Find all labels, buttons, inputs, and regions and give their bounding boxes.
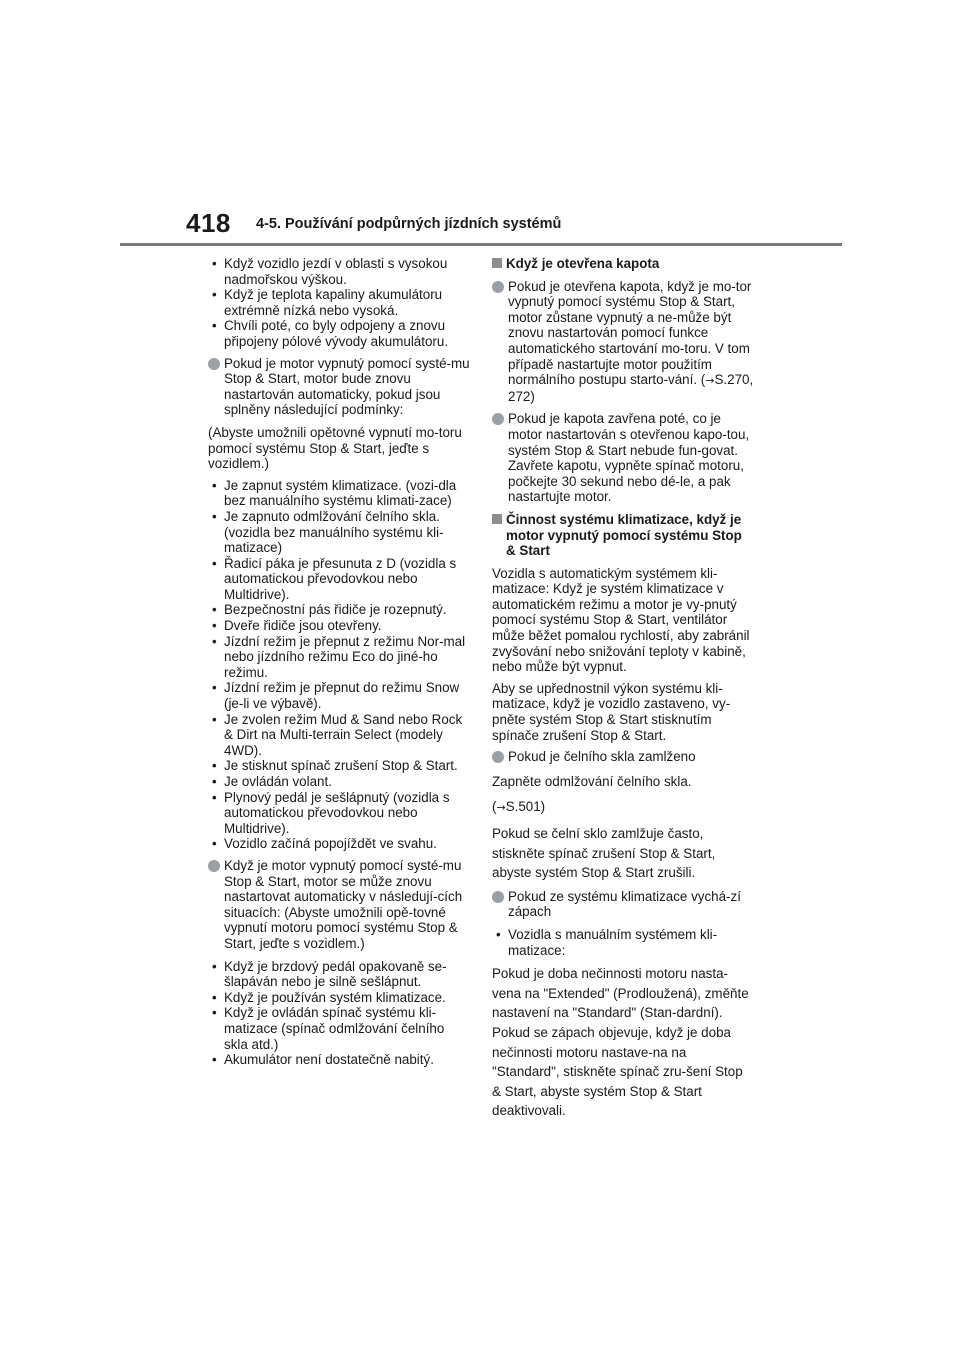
section-title: 4-5. Používání podpůrných jízdních systémů	[256, 216, 562, 232]
list-item: • Akumulátor není dostatečně nabitý.	[208, 1052, 470, 1068]
bullet-list-mid	[208, 478, 470, 852]
circle-item-text: Pokud je čelního skla zamlženo	[508, 749, 696, 765]
section-heading	[492, 256, 754, 272]
list-item: • Dveře řidiče jsou otevřeny.	[208, 618, 470, 634]
list-item: • Když vozidlo jezdí v oblasti s vysokou nadmořskou výškou.	[208, 256, 470, 287]
circle-item	[492, 279, 754, 405]
paragraph: Aby se upřednostnil výkon systému kli-matizace, když je vozidlo zastaveno, vy-pněte systém Stop & Start stisknutím spínače zrušení Stop & Start.	[492, 680, 731, 743]
paragraph: Vozidla s automatickým systémem kli-matizace: Když je systém klimatizace v automatickém režimu a motor je vy-pnutý pomocí systému Stop & Start, ventilátor může běžet pomalou rychlostí, aby zabránil zvyšování nebo snižování teploty v kabině, nebo může být vypnut.	[492, 565, 750, 675]
list-item: • Když je ovládán spínač systému kli-matizace (spínač odmlžování čelního skla atd.)	[208, 1005, 470, 1052]
section-heading-text: Činnost systému klimatizace, když je motor vypnutý pomocí systému Stop & Start	[506, 511, 742, 559]
left-column	[208, 256, 470, 1074]
list-item: • Je ovládán volant.	[208, 774, 470, 790]
list-item: • Je stisknut spínač zrušení Stop & Start.	[208, 758, 470, 774]
list-item: • Vozidla s manuálním systémem kli-matizace:	[492, 927, 754, 958]
circle-item	[492, 749, 754, 765]
list-item: • Chvíli poté, co byly odpojeny a znovu připojeny pólové vývody akumulátoru.	[208, 318, 470, 349]
circle-item	[492, 411, 754, 505]
list-item: • Jízdní režim je přepnut z režimu Nor-mal nebo jízdního režimu Eco do jiné-ho režimu.	[208, 634, 470, 681]
circle-item-text: Když je motor vypnutý pomocí systé-mu Stop & Start, motor se může znovu nastartovat automaticky v následují-cích situacích: (Abyste umožnili opě-tovné vypnutí motoru pomocí systému Stop & Start, jeďte s vozidlem.)	[224, 857, 463, 951]
list-item: • Když je brzdový pedál opakovaně se-šlapáván nebo je silně sešlápnut.	[208, 959, 470, 990]
page-reference: S.270, 272)	[508, 372, 754, 404]
circle-item-text: Pokud ze systému klimatizace vychá-zí zápach	[508, 888, 741, 920]
square-bullet-icon	[492, 258, 502, 268]
list-item: • Je zapnut systém klimatizace. (vozi-dla bez manuálního systému klimati-zace)	[208, 478, 470, 509]
page-reference-line: (→S.501)	[492, 799, 546, 815]
circle-bullet-icon	[208, 358, 220, 370]
circle-item	[208, 356, 470, 418]
section-heading	[492, 512, 754, 559]
circle-bullet-icon	[492, 891, 504, 903]
paragraph: (Abyste umožnili opětovné vypnutí mo-toru pomocí systému Stop & Start, jeďte s vozidlem.)	[208, 424, 462, 472]
list-item: • Je zapnuto odmlžování čelního skla. (vozidla bez manuálního systému kli-matizace)	[208, 509, 470, 556]
circle-item-text: Pokud je otevřena kapota, když je mo-tor vypnutý pomocí systému Stop & Start, motor zůstane vypnutý a ne-může být znovu nastartován pomocí funkce automatického startování mo-toru. V tom případě nastartujte motor použitím normálního postupu starto-vání. (	[508, 278, 752, 388]
paragraph: Zapněte odmlžování čelního skla.	[492, 773, 692, 789]
bullet-list	[492, 927, 754, 958]
bullet-list-bottom	[208, 959, 470, 1068]
list-item: • Bezpečnostní pás řidiče je rozepnutý.	[208, 602, 470, 618]
paragraph: Pokud se čelní sklo zamlžuje často, stiskněte spínač zrušení Stop & Start, abyste systém Stop & Start zrušili.	[492, 826, 716, 881]
arrow-icon: →	[705, 374, 715, 388]
circle-bullet-icon	[492, 413, 504, 425]
page-reference: S.501)	[505, 799, 546, 815]
circle-item-text: Pokud je motor vypnutý pomocí systé-mu Stop & Start, motor bude znovu nastartován automaticky, pokud jsou splněny následující podmínky:	[224, 355, 470, 418]
circle-item-text: Pokud je kapota zavřena poté, co je motor nastartován s otevřenou kapo-tou, systém Stop & Start nebude fun-govat. Zavřete kapotu, vypněte spínač motoru, počkejte 30 sekund nebo dé-le, a pak nastartujte motor.	[508, 411, 750, 505]
circle-item	[492, 889, 754, 920]
list-item: • Vozidlo začíná popojíždět ve svahu.	[208, 836, 470, 852]
circle-bullet-icon	[492, 281, 504, 293]
list-item: • Když je používán systém klimatizace.	[208, 990, 470, 1006]
circle-item	[208, 858, 470, 952]
right-column	[492, 256, 754, 1127]
section-heading-text: Když je otevřena kapota	[506, 256, 660, 271]
circle-bullet-icon	[492, 751, 504, 763]
arrow-icon: →	[496, 801, 506, 815]
paragraph: Pokud je doba nečinnosti motoru nasta-vena na "Extended" (Prodloužená), změňte nastavení na "Standard" (Stan-dardní). Pokud se zápach objevuje, když je doba nečinnosti motoru nastave-na na "Standard", stiskněte spínač zru-šení Stop & Start, abyste systém Stop & Start deaktivovali.	[492, 966, 749, 1119]
list-item: • Řadicí páka je přesunuta z D (vozidla s automatickou převodovkou nebo Multidrive).	[208, 556, 470, 603]
bullet-list-top	[208, 256, 470, 350]
list-item: • Když je teplota kapaliny akumulátoru extrémně nízká nebo vysoká.	[208, 287, 470, 318]
list-item: • Jízdní režim je přepnut do režimu Snow (je-li ve výbavě).	[208, 680, 470, 711]
page-number: 418	[186, 208, 231, 238]
header-divider	[120, 243, 842, 246]
list-item: • Je zvolen režim Mud & Sand nebo Rock & Dirt na Multi-terrain Select (modely 4WD).	[208, 712, 470, 759]
square-bullet-icon	[492, 514, 502, 524]
circle-bullet-icon	[208, 860, 220, 872]
list-item: • Plynový pedál je sešlápnutý (vozidla s automatickou převodovkou nebo Multidrive).	[208, 790, 470, 837]
